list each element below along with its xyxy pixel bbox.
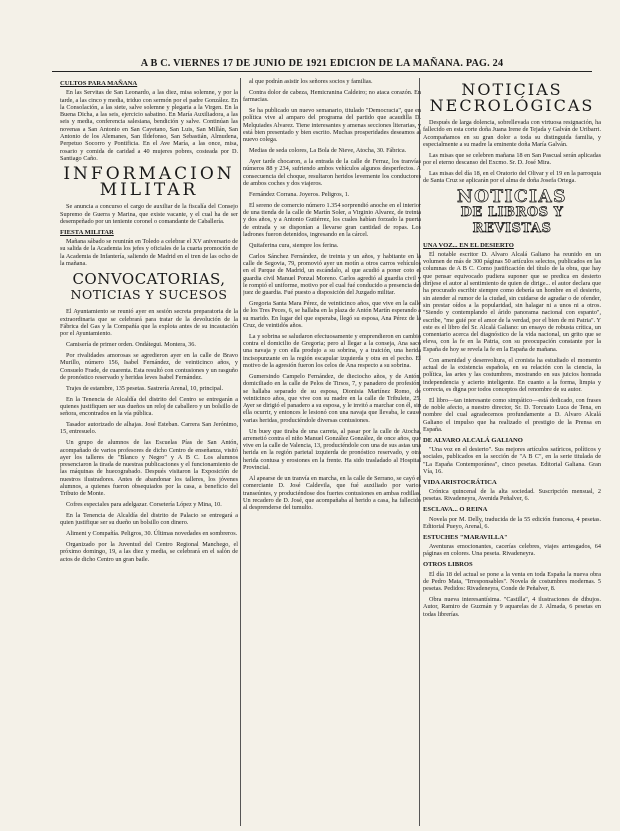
article-paragraph: Medias de seda colores, La Bola de Nieve, Atocha, 30. Fábrica.	[249, 147, 407, 155]
article-paragraph: Después de larga dolencia, sobrellevada con virtuosa resignación, ha fallecido en esta corte doña Juana Irene de Tejada y Galván de Uribarri. Acompañamos en su gran dolor a toda su distinguida familia, y especialmente a su madre la eminente doña María Galván.	[423, 119, 601, 148]
article-paragraph: Las misas que se celebren mañana 18 en San Pascual serán aplicadas por el eterno descanso del Excmo. Sr. D. José Mira.	[423, 151, 601, 167]
article-paragraph: Camisería de primer orden. Ondátegui. Montera, 36.	[66, 341, 196, 349]
article-paragraph: al que podrán asistir los señores socios y familias.	[249, 78, 373, 85]
heading-line: CONVOCATORIAS,	[72, 270, 226, 289]
column-2	[243, 78, 421, 826]
column-rule	[240, 78, 241, 826]
heading-line: INFORMACION	[63, 164, 235, 185]
section-heading-informacion-militar	[60, 164, 238, 201]
section-heading-libros-revistas	[423, 186, 601, 237]
column-1	[60, 78, 238, 826]
article-paragraph: Aventuras emocionantes, cacerías celebres, viajes arriesgados, 64 páginas en colores. Una peseta. Rivadeneyra.	[423, 543, 601, 558]
article-paragraph: Organizado por la Juventud del Centro Regional Manchego, el próximo domingo, 19, a las diez y media, se celebrará en el salón de actos de dicho Centro un gran baile.	[60, 541, 238, 563]
section-title: DE ALVARO ALCALÁ GALIANO	[423, 436, 523, 444]
section-title: ESCLAVA... O REINA	[423, 506, 488, 514]
article-paragraph: Tasador autorizado de alhajas. José Esteban. Carrera San Jerónimo, 15, entresuelo.	[60, 421, 238, 436]
article-paragraph: Trajes de estambre, 135 pesetas. Sastrería Arenal, 10, principal.	[66, 384, 223, 392]
article-paragraph: En las Servitas de San Leonardo, a las diez, misa solemne, y por la tarde, a las cinco y media, triduo con sermón por el padre González. En la Consolación, a las siete, salve solemne y plegaria a la Virgen. En la Buena Dicha, a las seis, ejercicio sabatino. En María Auxiliadora, a las seis y media, conferencia salesiana, bendición y salve. Continúan las novenas a San Antonio en San Cayetano, San Luis, San Millán, San Antonio de los Alemanes, San Ildefonso, San Sebastián, Almudena, Perpetuo Socorro y Pontificia. En el Ave María, a las once, misa, rosario y comida de caridad a 40 mujeres pobres, costeada por D. Santiago Caño.	[60, 89, 238, 162]
article-paragraph: Por rivalidades amorosas se agredieron ayer en la calle de Bravo Murillo, número 156, Isabel Fernández, de veinticinco años, y Consuelo Frade, de cuarenta. Esta resultó con contusiones y un rasguño de pronóstico reservado y heridas leves Isabel Fernández.	[60, 351, 238, 381]
article-paragraph: El día 18 del actual se pone a la venta en toda España la nueva obra de Pedro Mata, "Irresponsables". Novela de costumbres modernas. 5 pesetas. Pedidos: Rivadeneyra, Conde de Peñalver, 8.	[423, 570, 601, 593]
article-paragraph: Fernández Corrana. Joyeros. Peligros, 1.	[249, 190, 350, 198]
article-paragraph: El notable escritor D. Alvaro Alcalá Galiano ha reunido en un volumen de más de 300 páginas 50 artículos selectos, publicados en las columnas de A B C. Como justificación del título de la obra, que hay que pensar equivocado pudiera suponer que se predica en desierto diríjese el autor al sentimiento de quien de dirige... el autor declara que ha procurado escribir siempre como debería un hombre en el desierto, sin atender al rumor de la ciudad, sin cuidarse de agradar o de ofender, sin prestar oídos a la popularidad, sin halagar ni a unos ni a otros. "Siendo y contemplando el árido panorama nacional con espanto", escribe, "me guié por el amor de la verdad, por el bien de mi Patria". Y este es el libro del Sr. Alcalá Galiano: un ensayo de robusta crítica, un comentario acerca del diagnóstico de la vida nacional, un grito que se eleva, con la fe en la Patria, con su preocupación constante por la España de hoy se revela la fe en la España de mañana.	[423, 250, 601, 353]
article-paragraph: El sereno de comercio número 1.354 sorprendió anoche en el interior de una tienda de la calle de Martín Soler, a Virginio Alvarez, de treinta y dos años, y a Antonio Gutiérrez, los cuales habían forzado la puerta de entrada y se disponían a llevarse gran cantidad de ropas. Los ladrones fueron detenidos, ingresando en la cárcel.	[243, 201, 421, 238]
article-paragraph: Novela por M. Delly, traducida de la 55 edición francesa, 4 pesetas. Editorial Pueyo, Arenal, 6.	[423, 515, 601, 530]
article-paragraph: Cofres especiales para adelgazar. Corsetería López y Mina, 10.	[66, 501, 222, 509]
section-title: FIESTA MILITAR	[60, 228, 114, 236]
heading-line: NOTICIAS	[457, 186, 567, 207]
article-paragraph: Con amenidad y desenvoltura, el cronista ha estudiado el momento actual de la existencia española, en su relación con la ciencia, la política, las artes y las costumbres, mostrando en sus juicios honrada independencia y acierto inteligente. En cuanto a la forma, limpia y correcta, es digna por todos conceptos del renombre de su autor.	[423, 356, 601, 393]
article-paragraph: Obra nueva interesantísima. "Castilla", 4 ilustraciones de dibujos. Autor, Ramiro de Guzmán y 9 aquarelas de J. Almada, 6 pesetas en todas librerías.	[423, 596, 601, 618]
section-title: VIDA ARISTOCRÁTICA	[423, 478, 497, 486]
article-paragraph: Se ha publicado un nuevo semanario, titulado "Democracia", que en política vive al amparo del programa del partido que acaudilla D. Melquiades Alvarez. Tiene interesantes y amenas secciones literarias, y está bien presentado y bien escrito. Muchas prosperidades deseamos al nuevo colega.	[243, 107, 421, 144]
article-paragraph: Se anuncia a concurso el cargo de auxiliar de la fiscalía del Consejo Supremo de Guerra y Marina, que existe vacante, y el cual ha de ser desempeñado por un teniente coronel o comandante de Caballería.	[60, 203, 238, 225]
article-paragraph: Mañana sábado se reunirán en Toledo a celebrar el XV aniversario de su salida de la Academia los jefes y oficiales de la cuarta promoción de la Academia de Infantería, saliendo de Madrid en el tren de las ocho de la mañana.	[60, 238, 238, 267]
article-paragraph: Crónica quincenal de la alta sociedad. Suscripción mensual, 2 pesetas. Rivadeneyra, Avenida Peñalver, 6.	[423, 488, 601, 503]
article-paragraph: Carlos Sánchez Fernández, de treinta y un años, y habitante en la calle de Segovia, 79, promovió ayer un motín a otros carros vehículos en el Parque de Madrid, un escándalo, al que acudió a poner coto el guardia civil Manuel Ponzal Moreno. Carlos agredió al guardia civil y le rompió el uniforme, motivo por el cual fué conducido a presencia del juez de guardia. Fué puesto a disposición del Juzgado militar.	[243, 252, 421, 297]
article-paragraph: Quitaferina cura, siempre los ferina.	[249, 241, 339, 249]
section-heading-convocatorias	[60, 271, 238, 303]
article-paragraph: El libro—tan interesante como simpático—está dedicado, con frases de noble afecto, a nuestro director, Sr. D. Torcuato Luca de Tena, en nombre del cual agradecemos profundamente a D. Alvaro Alcalá Galiano el impulso que ha realizado el prestigio de la Prensa en España.	[423, 396, 601, 433]
heading-line: NECROLÓGICAS	[429, 96, 595, 115]
heading-line: NOTICIAS Y SUCESOS	[70, 287, 228, 303]
page-header: A B C. VIERNES 17 DE JUNIO DE 1921 EDICION DE LA MAÑANA. PAG. 24	[52, 58, 592, 72]
article-paragraph: Gregoria Santa Mara Pérez, de veinticinco años, que vive en la calle de los Tres Peces, 6, se hallaba en la plaza de Antón Martín esperando a su marido. En lugar del que esperaba, llegó su esposa, Ana Pérez de la Cruz, de veintidós años.	[243, 300, 421, 329]
article-paragraph: Gumersindo Campelo Fernández, de dieciocho años, y de Antón, domiciliado en la calle de Pelos de Tirsos, 7, y panadero de profesión, se hallaba separado de su esposa, Dionisia Martínez Romo, de veinticinco años, que vive con su madre en la calle de Tribulete, 25. Ayer se dirigió el panadero a su esposa, y le invitó a marchar con él, sin ella ocurrir, y entonces le lesionó con una navaja que llevaba, le causó varias heridas, produciéndole diversas contusiones.	[243, 372, 421, 424]
section-title: UNA VOZ... EN EL DESIERTO	[423, 241, 514, 249]
column-3	[423, 78, 601, 826]
article-paragraph: Un buey que tiraba de una carreta, al pasar por la calle de Atocha, arremetió contra el niño Manuel González González, de once años, que vive en la calle de Valencia, 13, produciéndole con una de sus astas una herida en la región parietal izquierda de pronóstico reservado, y otra herida contusa y erosiones en la frente. Ha sido trasladado al Hospital Provincial.	[243, 427, 421, 472]
article-paragraph: Aliment y Compañía. Peligros, 30. Últimas novedades en sombreros.	[66, 530, 238, 538]
article-paragraph: "Una voz en el desierto". Sus mejores artículos satíricos, políticos y sociales, publicados en la sección de "A B C", en la serie titulada de "La España Contemporánea", cinco pesetas. Editorial Galiana. Gran Vía, 16.	[423, 446, 601, 475]
article-paragraph: En la Tenencia de Alcaldía del distrito del Centro se entregarán a quienes justifiquen ser sus dueños un reloj de caballero y un bolsillo de señora, encontrados en la vía pública.	[60, 395, 238, 418]
heading-line: MILITAR	[99, 180, 199, 201]
article-paragraph: La y sobrina se saludaron efectuosamente y emprendieron en cambio contra el domicilio de Gregoria; pero al llegar a la conseja, Ana sacó una navaja y con ella produjo a su sobrina, y a traición, una herida incisopunzante en la región escapular izquierda y otra en el pecho. El motivo de la agresión fueron los celos de Ana respecto a su sobrina.	[243, 332, 421, 370]
article-paragraph: Contra dolor de cabeza, Hemicranina Caldeiro; no ataca corazón. En farmacias.	[243, 88, 421, 104]
section-title: CULTOS PARA MAÑANA	[60, 80, 138, 87]
article-paragraph: Al apearse de un tranvía en marcha, en la calle de Serrano, se cayó el comerciante D. José Caldevila, que fué auxiliado por varios transeúntes, y produciéndose dos fuertes contusiones en ambas rodillas. Un recadero de D. José, que acompañaba al herido a casa, ha fallecido al desprenderse del tumulto.	[243, 474, 421, 512]
article-paragraph: Ayer tarde chocaron, a la entrada de la calle de Ferraz, los tranvías números 88 y 234, sufriendo ambos vehículos algunos desperfectos. A consecuencia del choque, resultaron heridos levemente los conductores de ambos coches y dos viajeros.	[243, 158, 421, 187]
heading-line: NOTICIAS	[461, 80, 563, 99]
heading-line: DE LIBROS Y REVISTAS	[460, 204, 564, 236]
article-paragraph: Un grupo de alumnos de las Escuelas Pías de San Antón, acompañado de varios profesores de dicho Centro de enseñanza, visitó ayer los talleres de "Blanco y Negro" y A B C. Los alumnos presenciaron la tirada de nuestras publicaciones y el funcionamiento de las máquinas de huecograbado. Después visitaron la Exposición de nuestros ilustradores. Antes de abandonar los talleres, los jóvenes alumnos, a quienes fueron obsequiados por la casa, a beneficio del Tributo de Monte.	[60, 439, 238, 498]
section-title: ESTUCHES "MARAVILLA"	[423, 533, 508, 541]
article-paragraph: Las misas del día 18, en el Oratorio del Olivar y el 19 en la parroquia de Santa Cruz se aplicarán por el alma de doña Josefa Ortega.	[423, 169, 601, 185]
section-title: OTROS LIBROS	[423, 561, 473, 569]
article-paragraph: En la Tenencia de Alcaldía del distrito de Palacio se entregará a quien justifique ser su dueño un bolsillo con dinero.	[60, 512, 238, 527]
article-paragraph: El Ayuntamiento se reunió ayer en sesión secreta preparatoria de la extraordinaria que se celebrará para tratar de la devolución de la Fábrica del Gas y la Compañía que la explota antes de su incautación por el Ayuntamiento.	[60, 308, 238, 338]
section-heading-necrologicas	[423, 82, 601, 114]
